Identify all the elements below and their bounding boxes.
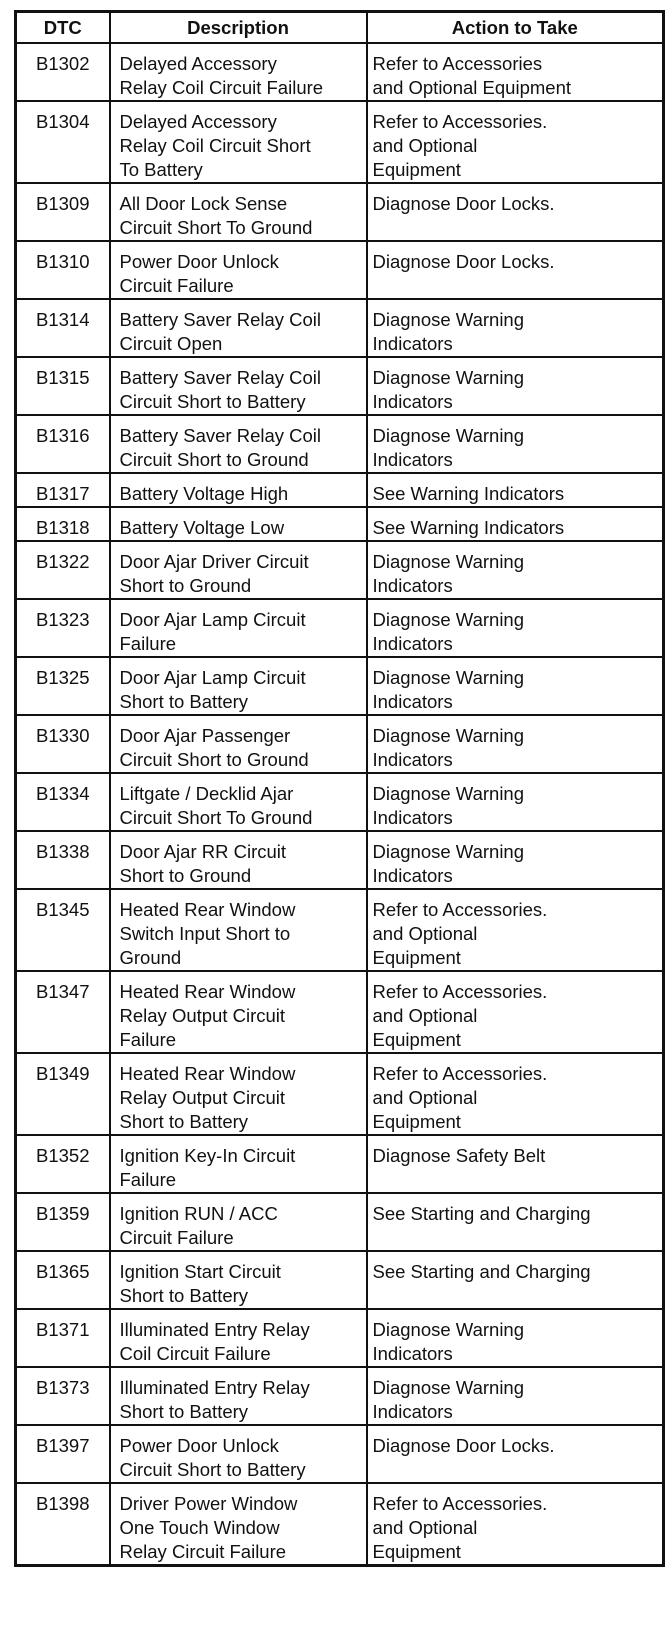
description-cell bbox=[110, 1251, 367, 1309]
action-line: Refer to Accessories. bbox=[372, 1493, 548, 1514]
action-cell bbox=[367, 1053, 664, 1135]
action-line: Equipment bbox=[372, 159, 461, 180]
description-line: Ground bbox=[119, 947, 182, 968]
action-cell bbox=[367, 415, 664, 473]
dtc-code-cell bbox=[16, 357, 110, 415]
action-cell bbox=[367, 357, 664, 415]
table-row bbox=[16, 43, 664, 101]
action-line: Indicators bbox=[372, 575, 453, 596]
dtc-code-cell bbox=[16, 1483, 110, 1566]
dtc-code: B1398 bbox=[36, 1493, 90, 1514]
dtc-code-cell bbox=[16, 715, 110, 773]
action-cell bbox=[367, 715, 664, 773]
action-line: Refer to Accessories bbox=[372, 53, 543, 74]
action-line: Indicators bbox=[372, 1343, 453, 1364]
action-line: and Optional bbox=[372, 923, 478, 944]
action-cell bbox=[367, 971, 664, 1053]
table-row bbox=[16, 415, 664, 473]
header-action: Action to Take bbox=[367, 12, 664, 44]
dtc-code: B1318 bbox=[36, 517, 90, 538]
table-row bbox=[16, 357, 664, 415]
action-cell bbox=[367, 183, 664, 241]
description-line: Illuminated Entry Relay bbox=[119, 1377, 310, 1398]
description-cell bbox=[110, 889, 367, 971]
description-line: Circuit Short to Ground bbox=[119, 449, 309, 470]
description-line: Circuit Short To Ground bbox=[119, 807, 313, 828]
action-line: Indicators bbox=[372, 333, 453, 354]
description-line: Door Ajar Passenger bbox=[119, 725, 291, 746]
dtc-code: B1316 bbox=[36, 425, 90, 446]
description-cell bbox=[110, 183, 367, 241]
description-cell bbox=[110, 1193, 367, 1251]
description-line: Battery Saver Relay Coil bbox=[119, 425, 322, 446]
action-line: Equipment bbox=[372, 1029, 461, 1050]
table-header-row bbox=[16, 12, 664, 44]
dtc-code: B1334 bbox=[36, 783, 90, 804]
dtc-code-cell bbox=[16, 101, 110, 183]
description-line: Relay Coil Circuit Short bbox=[119, 135, 311, 156]
description-cell bbox=[110, 357, 367, 415]
dtc-document bbox=[14, 10, 662, 1567]
table-row bbox=[16, 889, 664, 971]
description-cell bbox=[110, 415, 367, 473]
header-dtc: DTC bbox=[16, 12, 110, 44]
dtc-code-cell bbox=[16, 1053, 110, 1135]
description-line: Battery Voltage High bbox=[119, 483, 289, 504]
table-row bbox=[16, 1367, 664, 1425]
dtc-code-cell bbox=[16, 1135, 110, 1193]
action-line: Diagnose Warning bbox=[372, 609, 525, 630]
action-cell bbox=[367, 889, 664, 971]
description-line: Door Ajar RR Circuit bbox=[119, 841, 287, 862]
description-line: Driver Power Window bbox=[119, 1493, 298, 1514]
action-line: and Optional Equipment bbox=[372, 77, 571, 98]
action-cell bbox=[367, 1135, 664, 1193]
dtc-code: B1338 bbox=[36, 841, 90, 862]
table-row bbox=[16, 241, 664, 299]
action-cell bbox=[367, 599, 664, 657]
table-row bbox=[16, 473, 664, 507]
action-line: See Warning Indicators bbox=[372, 483, 565, 504]
dtc-code-cell bbox=[16, 599, 110, 657]
description-cell bbox=[110, 1425, 367, 1483]
dtc-code: B1315 bbox=[36, 367, 90, 388]
description-line: Heated Rear Window bbox=[119, 981, 296, 1002]
description-cell bbox=[110, 599, 367, 657]
action-line: Diagnose Door Locks. bbox=[372, 1435, 555, 1456]
dtc-code: B1373 bbox=[36, 1377, 90, 1398]
description-line: Circuit Failure bbox=[119, 1227, 234, 1248]
dtc-code-cell bbox=[16, 1425, 110, 1483]
action-cell bbox=[367, 1309, 664, 1367]
dtc-code-cell bbox=[16, 773, 110, 831]
dtc-code-cell bbox=[16, 507, 110, 541]
description-cell bbox=[110, 1309, 367, 1367]
description-line: Door Ajar Lamp Circuit bbox=[119, 667, 306, 688]
action-line: Equipment bbox=[372, 947, 461, 968]
description-cell bbox=[110, 299, 367, 357]
description-line: Delayed Accessory bbox=[119, 111, 277, 132]
description-line: Short to Battery bbox=[119, 1285, 249, 1306]
description-line: Relay Circuit Failure bbox=[119, 1541, 287, 1562]
action-line: Indicators bbox=[372, 1401, 453, 1422]
action-cell bbox=[367, 241, 664, 299]
description-line: Circuit Failure bbox=[119, 275, 234, 296]
table-body bbox=[16, 43, 664, 1566]
dtc-code-cell bbox=[16, 1309, 110, 1367]
description-line: Illuminated Entry Relay bbox=[119, 1319, 310, 1340]
description-cell bbox=[110, 971, 367, 1053]
header-description: Description bbox=[110, 12, 367, 44]
table-row bbox=[16, 715, 664, 773]
table-row bbox=[16, 971, 664, 1053]
dtc-code-cell bbox=[16, 299, 110, 357]
action-cell bbox=[367, 1251, 664, 1309]
description-line: Door Ajar Lamp Circuit bbox=[119, 609, 306, 630]
action-line: Indicators bbox=[372, 691, 453, 712]
action-cell bbox=[367, 1483, 664, 1566]
description-line: Power Door Unlock bbox=[119, 1435, 279, 1456]
dtc-code: B1365 bbox=[36, 1261, 90, 1282]
action-line: Diagnose Warning bbox=[372, 725, 525, 746]
description-line: Short to Ground bbox=[119, 575, 252, 596]
action-cell bbox=[367, 101, 664, 183]
description-cell bbox=[110, 541, 367, 599]
action-line: and Optional bbox=[372, 1087, 478, 1108]
description-line: Short to Battery bbox=[119, 1401, 249, 1422]
description-line: Circuit Short To Ground bbox=[119, 217, 313, 238]
action-line: Diagnose Warning bbox=[372, 667, 525, 688]
dtc-code-cell bbox=[16, 183, 110, 241]
description-cell bbox=[110, 715, 367, 773]
dtc-code: B1397 bbox=[36, 1435, 90, 1456]
description-line: Failure bbox=[119, 633, 177, 654]
dtc-code: B1325 bbox=[36, 667, 90, 688]
description-line: Failure bbox=[119, 1169, 177, 1190]
action-line: See Warning Indicators bbox=[372, 517, 565, 538]
action-cell bbox=[367, 773, 664, 831]
description-cell bbox=[110, 507, 367, 541]
action-line: Diagnose Door Locks. bbox=[372, 251, 555, 272]
action-line: and Optional bbox=[372, 1517, 478, 1538]
dtc-code-cell bbox=[16, 541, 110, 599]
description-line: Short to Battery bbox=[119, 1111, 249, 1132]
description-line: Power Door Unlock bbox=[119, 251, 279, 272]
action-line: Refer to Accessories. bbox=[372, 111, 548, 132]
description-line: Heated Rear Window bbox=[119, 899, 296, 920]
action-line: See Starting and Charging bbox=[372, 1261, 591, 1282]
description-cell bbox=[110, 101, 367, 183]
description-line: All Door Lock Sense bbox=[119, 193, 288, 214]
action-line: Diagnose Door Locks. bbox=[372, 193, 555, 214]
description-line: Short to Battery bbox=[119, 691, 249, 712]
action-line: Diagnose Warning bbox=[372, 1377, 525, 1398]
description-cell bbox=[110, 1053, 367, 1135]
description-line: Heated Rear Window bbox=[119, 1063, 296, 1084]
dtc-code: B1322 bbox=[36, 551, 90, 572]
table-row bbox=[16, 541, 664, 599]
description-line: Circuit Open bbox=[119, 333, 223, 354]
action-line: Refer to Accessories. bbox=[372, 899, 548, 920]
dtc-code-cell bbox=[16, 971, 110, 1053]
action-line: Diagnose Warning bbox=[372, 309, 525, 330]
description-line: Battery Saver Relay Coil bbox=[119, 309, 322, 330]
description-line: Circuit Short to Battery bbox=[119, 1459, 306, 1480]
dtc-code-cell bbox=[16, 1193, 110, 1251]
description-line: Coil Circuit Failure bbox=[119, 1343, 271, 1364]
description-line: Delayed Accessory bbox=[119, 53, 277, 74]
dtc-code: B1317 bbox=[36, 483, 90, 504]
action-line: Indicators bbox=[372, 391, 453, 412]
table-row bbox=[16, 1309, 664, 1367]
action-line: Diagnose Warning bbox=[372, 1319, 525, 1340]
table-row bbox=[16, 599, 664, 657]
description-cell bbox=[110, 473, 367, 507]
table-row bbox=[16, 657, 664, 715]
table-row bbox=[16, 299, 664, 357]
description-line: To Battery bbox=[119, 159, 203, 180]
action-cell bbox=[367, 1425, 664, 1483]
dtc-code: B1347 bbox=[36, 981, 90, 1002]
description-line: Ignition Start Circuit bbox=[119, 1261, 281, 1282]
dtc-code: B1323 bbox=[36, 609, 90, 630]
dtc-code-cell bbox=[16, 415, 110, 473]
dtc-code: B1302 bbox=[36, 53, 90, 74]
table-row bbox=[16, 831, 664, 889]
dtc-code-cell bbox=[16, 1251, 110, 1309]
dtc-code: B1345 bbox=[36, 899, 90, 920]
action-line: Equipment bbox=[372, 1111, 461, 1132]
action-line: Indicators bbox=[372, 449, 453, 470]
dtc-code-cell bbox=[16, 241, 110, 299]
action-line: Diagnose Warning bbox=[372, 367, 525, 388]
description-cell bbox=[110, 1483, 367, 1566]
action-line: and Optional bbox=[372, 135, 478, 156]
dtc-code: B1309 bbox=[36, 193, 90, 214]
action-line: Diagnose Warning bbox=[372, 551, 525, 572]
dtc-code: B1359 bbox=[36, 1203, 90, 1224]
action-line: Indicators bbox=[372, 749, 453, 770]
dtc-code: B1310 bbox=[36, 251, 90, 272]
action-line: Diagnose Warning bbox=[372, 425, 525, 446]
description-line: One Touch Window bbox=[119, 1517, 280, 1538]
action-line: Diagnose Safety Belt bbox=[372, 1145, 546, 1166]
table-row bbox=[16, 773, 664, 831]
action-line: and Optional bbox=[372, 1005, 478, 1026]
table-row bbox=[16, 101, 664, 183]
dtc-code-cell bbox=[16, 1367, 110, 1425]
description-line: Relay Output Circuit bbox=[119, 1087, 286, 1108]
table-row bbox=[16, 183, 664, 241]
table-row bbox=[16, 1425, 664, 1483]
description-line: Battery Saver Relay Coil bbox=[119, 367, 322, 388]
action-cell bbox=[367, 1367, 664, 1425]
action-cell bbox=[367, 507, 664, 541]
action-cell bbox=[367, 299, 664, 357]
action-line: Refer to Accessories. bbox=[372, 981, 548, 1002]
action-line: See Starting and Charging bbox=[372, 1203, 591, 1224]
dtc-code-cell bbox=[16, 831, 110, 889]
table-row bbox=[16, 1251, 664, 1309]
description-cell bbox=[110, 1135, 367, 1193]
description-cell bbox=[110, 43, 367, 101]
description-cell bbox=[110, 241, 367, 299]
description-line: Liftgate / Decklid Ajar bbox=[119, 783, 294, 804]
action-cell bbox=[367, 831, 664, 889]
action-line: Diagnose Warning bbox=[372, 783, 525, 804]
dtc-code: B1304 bbox=[36, 111, 90, 132]
dtc-code-cell bbox=[16, 657, 110, 715]
action-line: Diagnose Warning bbox=[372, 841, 525, 862]
description-cell bbox=[110, 1367, 367, 1425]
description-cell bbox=[110, 831, 367, 889]
table-row bbox=[16, 1135, 664, 1193]
dtc-code-cell bbox=[16, 473, 110, 507]
action-line: Refer to Accessories. bbox=[372, 1063, 548, 1084]
action-line: Indicators bbox=[372, 865, 453, 886]
table-row bbox=[16, 1193, 664, 1251]
description-cell bbox=[110, 657, 367, 715]
dtc-code: B1314 bbox=[36, 309, 90, 330]
description-line: Circuit Short to Battery bbox=[119, 391, 306, 412]
dtc-code: B1371 bbox=[36, 1319, 90, 1340]
description-line: Switch Input Short to bbox=[119, 923, 291, 944]
description-line: Failure bbox=[119, 1029, 177, 1050]
table-row bbox=[16, 1053, 664, 1135]
dtc-code-cell bbox=[16, 43, 110, 101]
description-line: Ignition RUN / ACC bbox=[119, 1203, 278, 1224]
action-line: Equipment bbox=[372, 1541, 461, 1562]
action-line: Indicators bbox=[372, 633, 453, 654]
dtc-code: B1352 bbox=[36, 1145, 90, 1166]
description-line: Battery Voltage Low bbox=[119, 517, 285, 538]
action-line: Indicators bbox=[372, 807, 453, 828]
description-line: Circuit Short to Ground bbox=[119, 749, 309, 770]
table-row bbox=[16, 1483, 664, 1566]
description-line: Relay Output Circuit bbox=[119, 1005, 286, 1026]
action-cell bbox=[367, 541, 664, 599]
table-row bbox=[16, 507, 664, 541]
description-cell bbox=[110, 773, 367, 831]
description-line: Door Ajar Driver Circuit bbox=[119, 551, 309, 572]
dtc-code: B1330 bbox=[36, 725, 90, 746]
description-line: Relay Coil Circuit Failure bbox=[119, 77, 324, 98]
action-cell bbox=[367, 657, 664, 715]
action-cell bbox=[367, 43, 664, 101]
action-cell bbox=[367, 473, 664, 507]
description-line: Short to Ground bbox=[119, 865, 252, 886]
dtc-code-cell bbox=[16, 889, 110, 971]
action-cell bbox=[367, 1193, 664, 1251]
description-line: Ignition Key-In Circuit bbox=[119, 1145, 296, 1166]
dtc-code: B1349 bbox=[36, 1063, 90, 1084]
dtc-table bbox=[14, 10, 665, 1567]
